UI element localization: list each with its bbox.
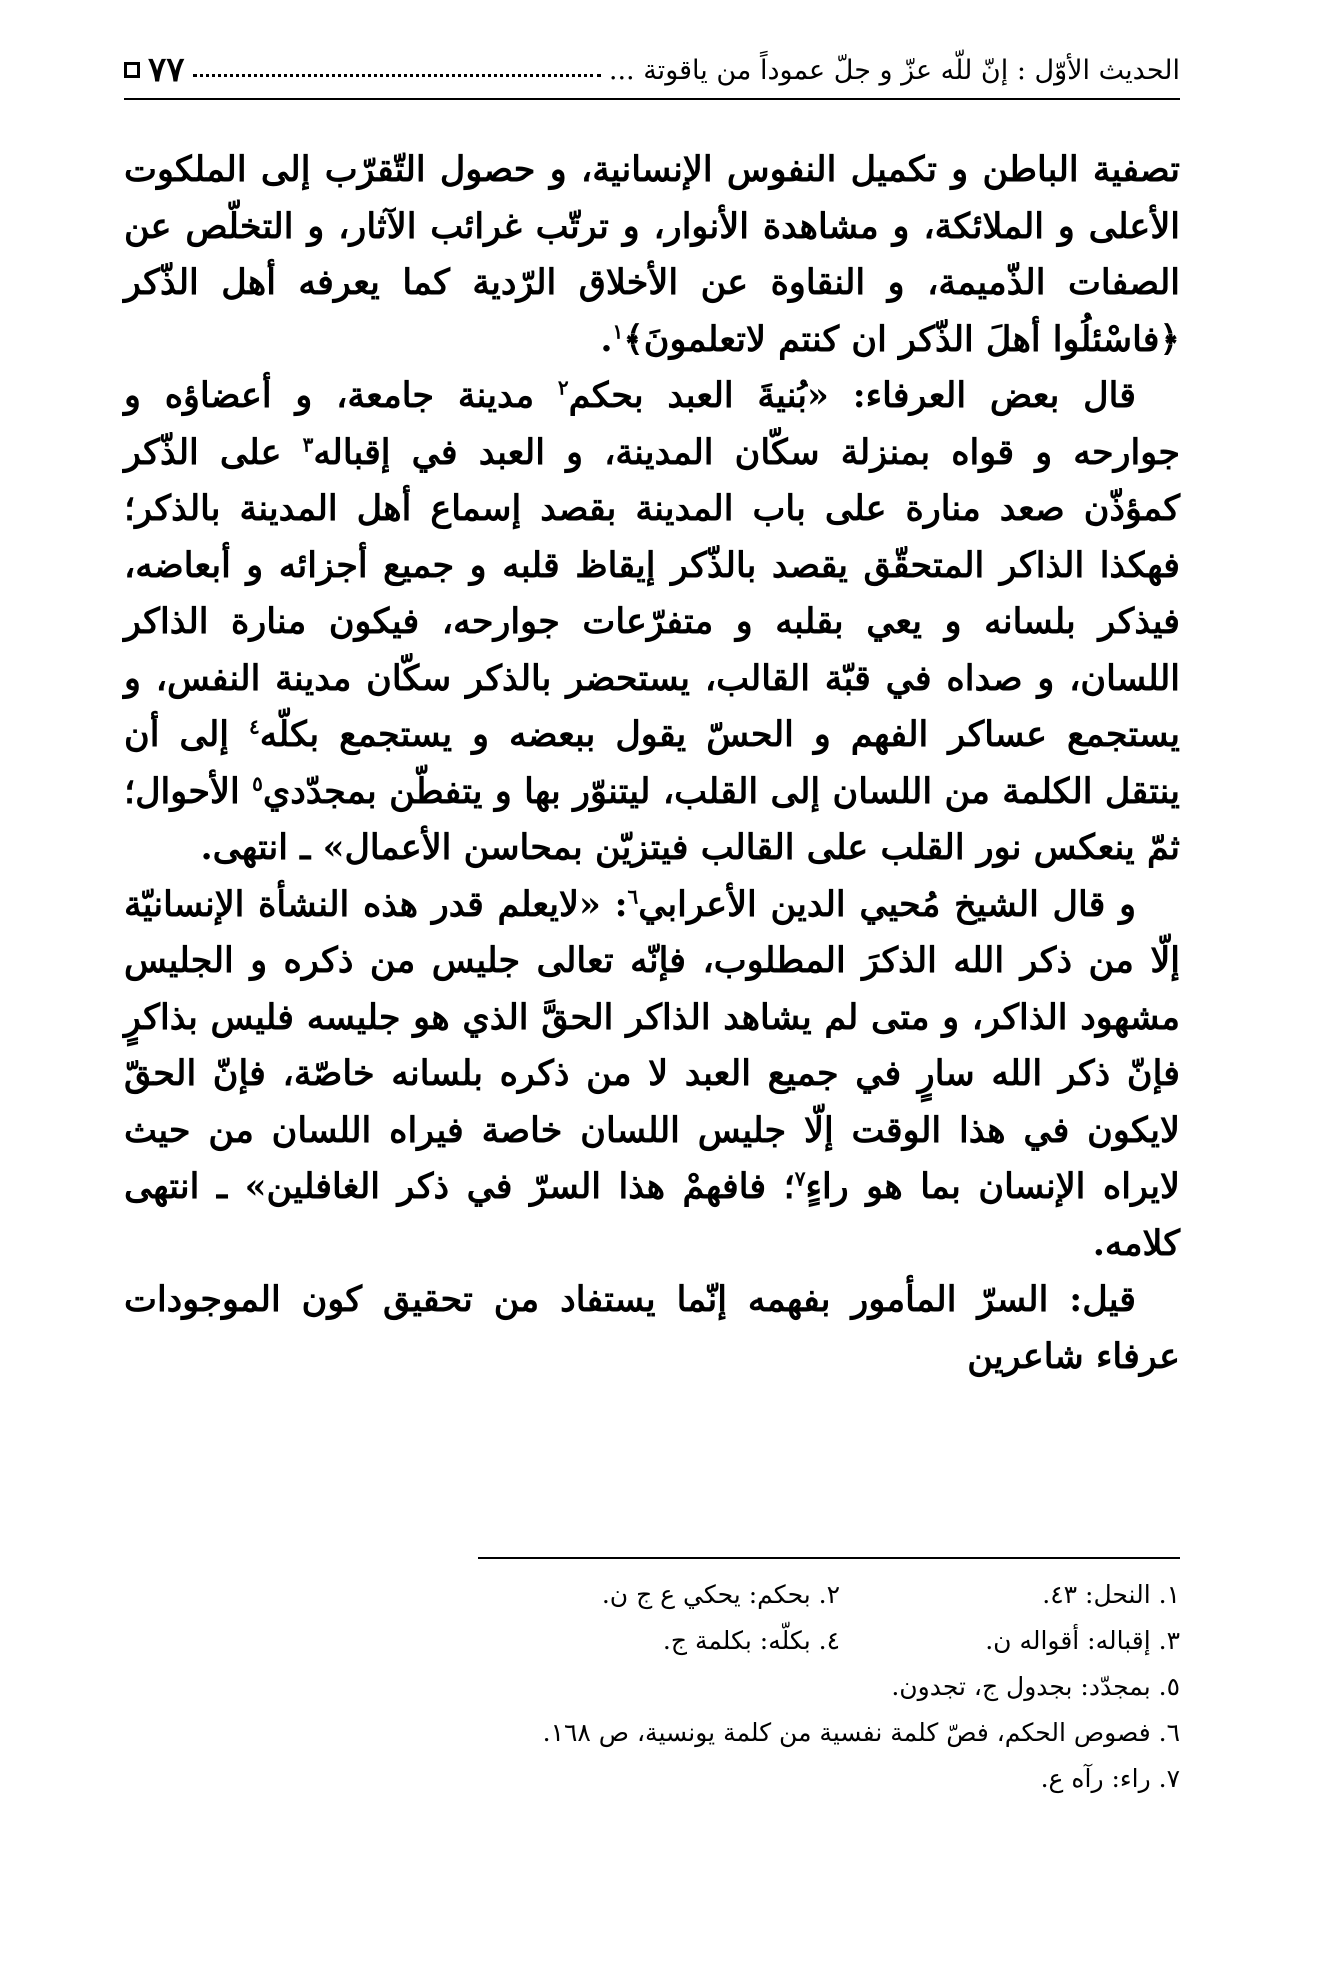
paragraph-4-text: قيل: السرّ المأمور بفهمه إنّما يستفاد من تحقيق كون الموجودات عرفاء شاعرين: [124, 1279, 1180, 1377]
footnote-ref-6[interactable]: ٦: [627, 883, 639, 908]
paragraph-3-part-b: : «لايعلم قدر هذه النشأة الإنسانيّة إلّا من ذكر الله الذكرَ المطلوب، فإنّه تعالى جليس من ذكره و الجليس مشهود الذاكر، و متى لم يشاهد الذاكر الحقَّ الذي هو جليسه فليس بذاكرٍ فإنّ ذكر الله سارٍ في جميع العبد لا من ذكره بلسانه خاصّة، فإنّ الحقّ لايكون في هذا الوقت إلّا جليس اللسان خاصة فيراه اللسان من حيث لايراه الإنسان بما هو راءٍ: [124, 883, 1180, 1207]
footnote-ref-1[interactable]: ١: [612, 318, 624, 343]
paragraph-2-part-c: على الذّكر كمؤذّن صعد منارة على باب المدينة بقصد إسماع أهل المدينة بالذكر؛ فهكذا الذاكر المتحقّق يقصد بالذّكر إيقاظ قلبه و جميع أجزائه و أبعاضه، فيذكر بلسانه و يعي بقلبه و متفرّعات جوارحه، فيكون منارة الذاكر اللسان، و صداه في قبّة القالب، يستحضر بالذكر سكّان مدينة النفس، و يستجمع عساكر الفهم و الحسّ يقول ببعضه و يستجمع بكلّه: [124, 431, 1181, 755]
paragraph-2: [124, 368, 1180, 877]
paragraph-1-line-1: تصفية الباطن و تكميل النفوس الإنسانية، و حصول التّقرّب إلى الملكوت الأعلى و: [124, 149, 1181, 247]
footnote-1: ١. النحل: ٤٣.: [1042, 1580, 1180, 1609]
footnote-2: ٢. بحكم: يحكي ع ج ن.: [601, 1580, 840, 1609]
footnote-ref-5[interactable]: ٥: [252, 770, 263, 795]
paragraph-1: تصفية الباطن و تكميل النفوس الإنسانية، و حصول التّقرّب إلى الملكوت الأعلى و الملائكة، و مشاهدة الأنوار، و ترتّب غرائب الآثار، و التخلّص عن الصفات الذّميمة، و النقاوة عن الأخلاق الرّدية كما يعرفه أهل الذّكر ﴿فاسْئلُوا أهلَ الذّكر ان كنتم لاتعلمونَ﴾$^١$.: [124, 149, 1181, 360]
footnote-6: ٦. فصوص الحكم، فصّ كلمة نفسية من كلمة يونسية، ص ١٦٨.: [542, 1718, 1180, 1747]
main-text: [124, 142, 1180, 1385]
footnote-ref-2[interactable]: ٢: [557, 375, 569, 400]
footnote-row-1: [124, 1572, 1180, 1618]
page-number: ٧٧: [148, 50, 185, 90]
paragraph-3-part-c: ؛ فافهمْ هذا السرّ في ذكر الغافلين» ـ انتهى كلامه.: [124, 1166, 1180, 1264]
square-ornament-icon: [124, 62, 140, 78]
footnote-5: ٥. بمجدّد: بجدول ج، تجدون.: [891, 1672, 1180, 1701]
paragraph-1-line-4: لاتعلمونَ﴾: [623, 318, 766, 360]
footnote-4: ٤. بكلّه: بكلمة ج.: [662, 1626, 840, 1655]
leader-dots: [193, 64, 601, 77]
footnote-7: ٧. راء: رآه ع.: [1040, 1764, 1180, 1793]
paragraph-2-part-e: الأحوال؛ ثمّ ينعكس نور القلب على القالب فيتزيّن بمحاسن الأعمال» ـ انتهى.: [124, 770, 1180, 868]
paragraph-2-part-a: قال بعض العرفاء: «بُنيةَ العبد بحكم: [568, 375, 1136, 416]
page-number-group: [124, 50, 185, 90]
paragraph-3: [124, 877, 1180, 1273]
paragraph-3-part-a: و قال الشيخ مُحيي الدين الأعرابي: [638, 883, 1136, 925]
footnote-ref-7[interactable]: ٧: [794, 1166, 806, 1191]
running-title: الحديث الأوّل : إنّ للّه عزّ و جلّ عموداً من ياقوتة ...: [608, 54, 1180, 86]
footnote-ref-3[interactable]: ٣: [302, 431, 314, 456]
paragraph-1-line-2: الملائكة، و مشاهدة الأنوار، و ترتّب غرائب الآثار، و التخلّص عن الصفات الذّميمة،: [124, 205, 1181, 303]
footnotes: [124, 1572, 1180, 1802]
paragraph-1-line-3: و النقاوة عن الأخلاق الرّدية كما يعرفه أهل الذّكر ﴿فاسْئلُوا أهلَ الذّكر ان كنتم: [124, 262, 1180, 360]
paragraph-2-part-b: مدينة جامعة، و أعضاؤه و جوارحه و قواه بمنزلة سكّان المدينة، و العبد في إقباله: [124, 375, 1181, 473]
footnote-row-2: [124, 1618, 1180, 1664]
paragraph-2-part-d: إلى أن ينتقل الكلمة من اللسان إلى القلب، ليتنوّر بها و يتفطّن بمجدّدي: [124, 714, 1180, 812]
running-header: [124, 44, 1180, 96]
footnote-rule: [478, 1557, 1180, 1559]
footnote-3: ٣. إقباله: أقواله ن.: [985, 1626, 1180, 1655]
paragraph-4: [124, 1272, 1180, 1385]
footnote-ref-4[interactable]: ٤: [248, 714, 260, 739]
header-rule: [124, 98, 1180, 100]
